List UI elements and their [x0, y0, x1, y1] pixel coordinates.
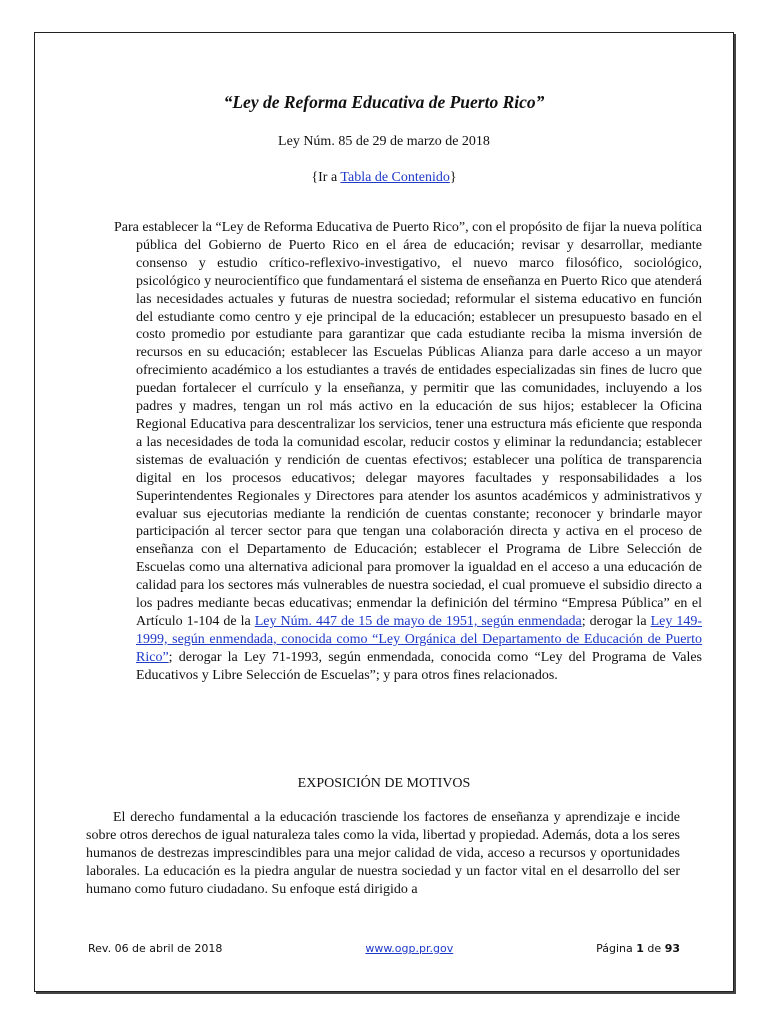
preamble-text-3: ; derogar la Ley 71-1993, según enmendada, conocida como “Ley del Programa de Vales Educativos y Libre Selección de Escuelas”; y para otros fines relacionados.: [136, 649, 702, 683]
page-footer: [88, 942, 680, 955]
toc-line: [34, 170, 734, 186]
toc-link[interactable]: Tabla de Contenido: [340, 170, 450, 185]
document-title: “Ley de Reforma Educativa de Puerto Rico”: [223, 92, 545, 112]
body-paragraph: El derecho fundamental a la educación trasciende los factores de enseñanza y aprendizaje e incide sobre otros derechos de igual naturaleza tales como la vida, libertad y propiedad. Además, dota a los seres humanos de destrezas imprescindibles para una mejor calidad de vida, acceso a recursos y oportunidades laborales. La educación es la piedra angular de nuestra sociedad y un factor vital en el desarrollo del ser humano como futuro ciudadano. Su enfoque está dirigido a: [86, 810, 680, 897]
website-link[interactable]: www.ogp.pr.gov: [365, 942, 454, 955]
section-heading: EXPOSICIÓN DE MOTIVOS: [297, 776, 471, 791]
page-count: [596, 942, 680, 955]
preamble-paragraph: [114, 219, 702, 685]
toc-suffix: }: [449, 170, 457, 185]
toc-prefix: {Ir a: [311, 170, 341, 185]
page-label: Página: [596, 942, 637, 955]
law-number: Ley Núm. 85 de 29 de marzo de 2018: [278, 134, 490, 149]
ley-447-link[interactable]: Ley Núm. 447 de 15 de mayo de 1951, según enmendada: [254, 613, 582, 629]
page-of: de: [643, 942, 665, 955]
preamble-text-2: ; derogar la: [581, 613, 651, 629]
page-current: 1: [636, 942, 644, 955]
preamble-text-1: Para establecer la “Ley de Reforma Educativa de Puerto Rico”, con el propósito de fijar la nueva política pública del Gobierno de Puerto Rico en el área de educación; revisar y desarrollar, mediante consenso y estudio crítico-reflexivo-investigativo, el nuevo marco filosófico, sociológico, psicológico y neurocientífico que fundamentará el sistema de enseñanza en Puerto Rico que atenderá las necesidades actuales y futuras de nuestra sociedad; reformular el sistema educativo en función del estudiante como centro y eje principal de la educación; establecer un presupuesto basado en el costo promedio por estudiante para garantizar que cada estudiante reciba la misma inversión de recursos en su educación; establecer las Escuelas Públicas Alianza para darle acceso a un mayor ofrecimiento académico a los estudiantes a través de entidades especializadas sin fines de lucro que puedan fortalecer el currículo y la enseñanza, y permitir que las comunidades, incluyendo a los padres y madres, tengan un rol más activo en la educación de sus hijos; establecer la Oficina Regional Educativa para descentralizar los servicios, tener una estructura más eficiente que responda a las necesidades de toda la comunidad escolar, reducir costos y eliminar la redundancia; establecer sistemas de evaluación y rendición de cuentas efectivos; establecer una política de transparencia digital en los procesos educativos; delegar mayores facultades y responsabilidades a los Superintendentes Regionales y Directores para atender los asuntos académicos y administrativos y evaluar sus ejecutorias mediante la rendición de cuentas constante; reconocer y brindarle mayor participación al tercer sector para que tengan una colaboración directa y activa en el proceso de enseñanza con el Departamento de Educación; establecer el Programa de Libre Selección de Escuelas como una alternativa adicional para promover la igualdad en el acceso a una educación de calidad para los sectores más vulnerables de nuestra sociedad, el cual promueve el subsidio directo a los padres mediante becas educativas; enmendar la definición del término “Empresa Pública” en el Artículo 1-104 de la: [114, 220, 702, 629]
revision-date: Rev. 06 de abril de 2018: [88, 942, 223, 955]
page-total: 93: [664, 942, 680, 955]
ley-149-link[interactable]: Ley 149-1999, según enmendada, conocida como “Ley Orgánica del Departamento de Educación de Puerto Rico”: [136, 613, 703, 665]
